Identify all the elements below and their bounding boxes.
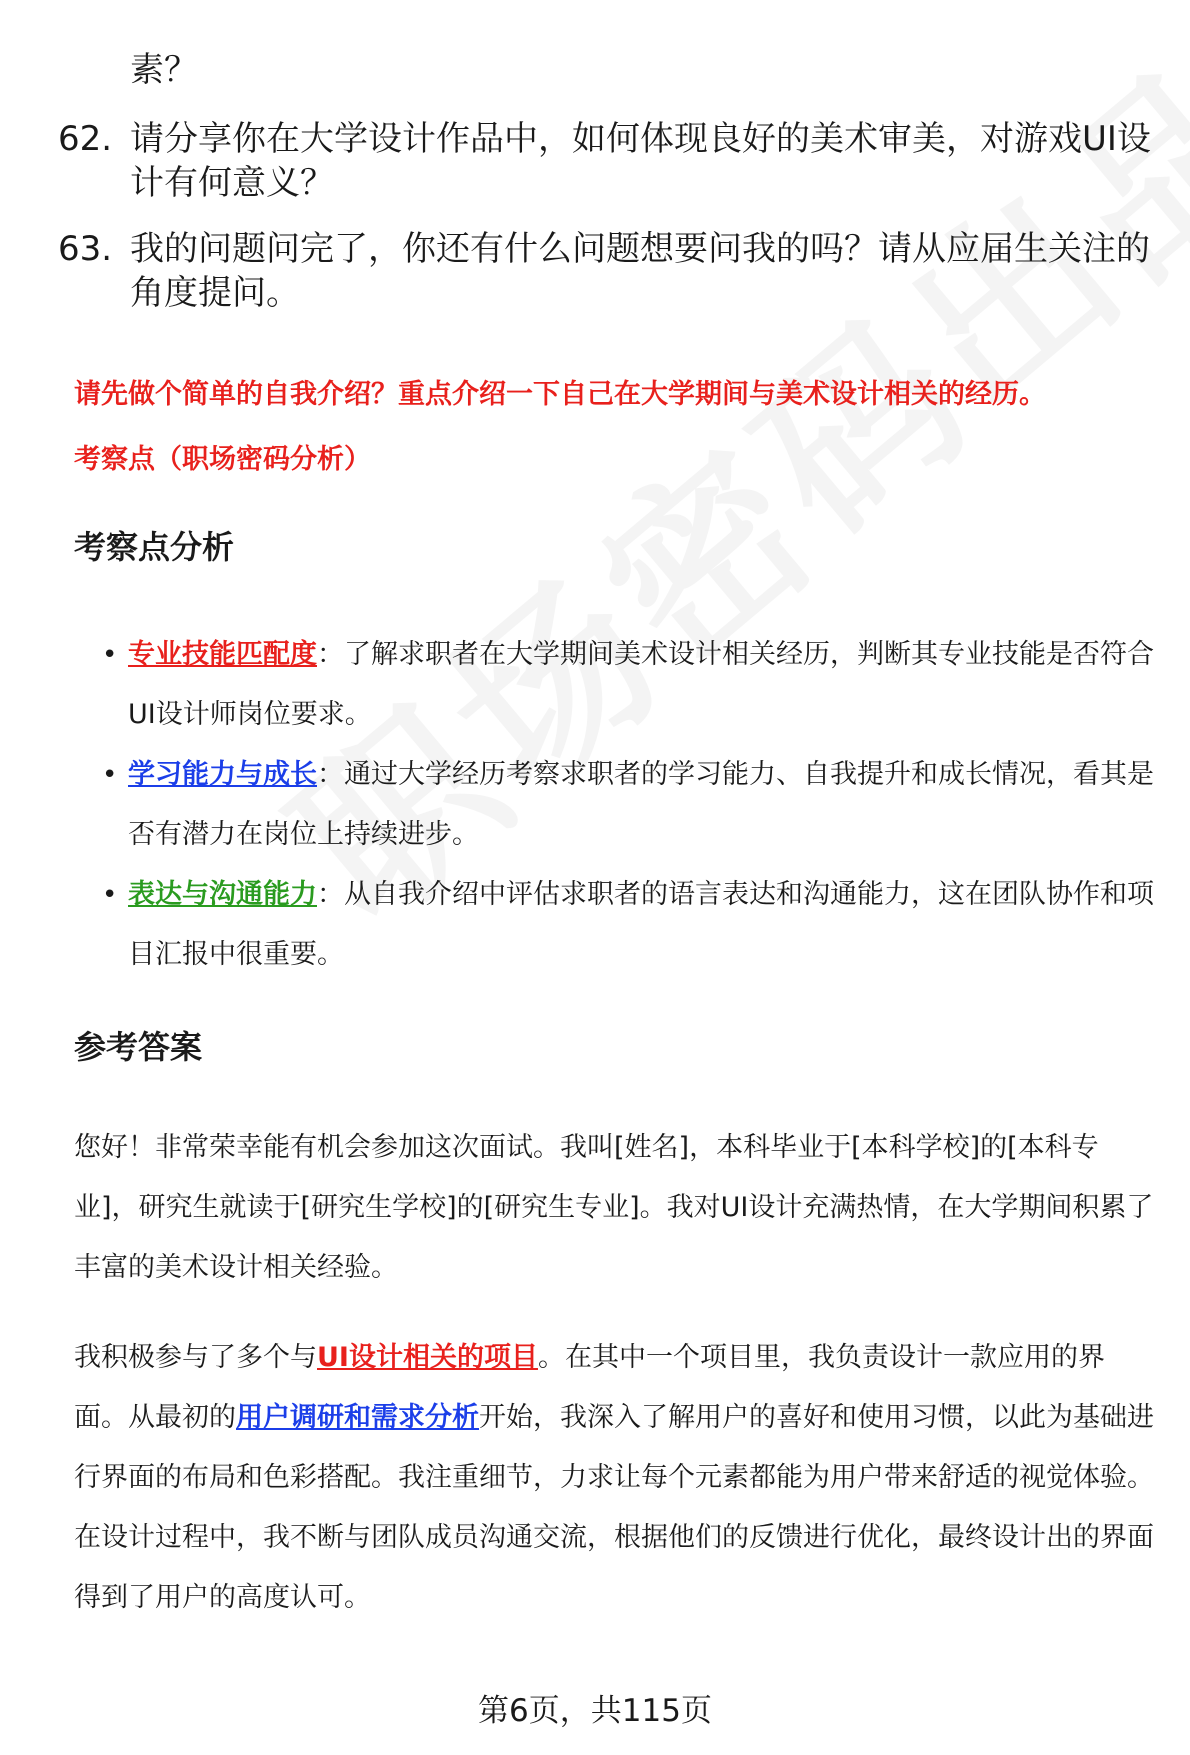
analysis-text: 通过大学经历考察求职者的学习能力、自我提升和成长情况，看其是否有潜力在岗位上持续进步。 bbox=[128, 759, 1154, 850]
question-text: 请分享你在大学设计作品中，如何体现良好的美术审美，对游戏UI设计有何意义？ bbox=[130, 119, 1151, 203]
answer-paragraph-2: 我积极参与了多个与UI设计相关的项目。在其中一个项目里，我负责设计一款应用的界面。从最初的用户调研和需求分析开始，我深入了解用户的喜好和使用习惯，以此为基础进行界面的布局和色彩搭配。我注重细节，力求让每个元素都能为用户带来舒适的视觉体验。在设计过程中，我不断与团队成员沟通交流，根据他们的反馈进行优化，最终设计出的界面得到了用户的高度认可。 bbox=[74, 1342, 1154, 1613]
analysis-keyword: 专业技能匹配度 bbox=[128, 639, 317, 670]
highlighted-question: 请先做个简单的自我介绍？重点介绍一下自己在大学期间与美术设计相关的经历。 bbox=[74, 379, 1046, 410]
analysis-heading: 考察点分析 bbox=[74, 528, 235, 566]
analysis-subtitle: 考察点（职场密码分析） bbox=[74, 444, 371, 475]
answer-paragraph-1: 您好！非常荣幸能有机会参加这次面试。我叫[姓名]，本科毕业于[本科学校]的[本科专业]，研究生就读于[研究生学校]的[研究生专业]。我对UI设计充满热情，在大学期间积累了丰富的美术设计相关经验。 bbox=[74, 1132, 1154, 1283]
previous-question-tail: 素？ bbox=[130, 50, 198, 90]
analysis-keyword: 表达与沟通能力 bbox=[128, 879, 317, 910]
analysis-point: • 专业技能匹配度：了解求职者在大学期间美术设计相关经历，判断其专业技能是否符合UI设计师岗位要求。 bbox=[102, 625, 1162, 745]
question-number: 62. bbox=[58, 119, 113, 159]
page-number: 第6页，共115页 bbox=[478, 1693, 712, 1729]
answer-keyword: 用户调研和需求分析 bbox=[236, 1402, 479, 1433]
answer-heading: 参考答案 bbox=[74, 1028, 203, 1066]
analysis-point: • 学习能力与成长：通过大学经历考察求职者的学习能力、自我提升和成长情况，看其是否有潜力在岗位上持续进步。 bbox=[102, 745, 1162, 865]
question-text: 我的问题问完了，你还有什么问题想要问我的吗？请从应届生关注的角度提问。 bbox=[130, 229, 1150, 313]
analysis-point: • 表达与沟通能力：从自我介绍中评估求职者的语言表达和沟通能力，这在团队协作和项目汇报中很重要。 bbox=[102, 865, 1162, 985]
answer-keyword: UI设计相关的项目 bbox=[317, 1342, 538, 1373]
analysis-keyword: 学习能力与成长 bbox=[128, 759, 317, 790]
analysis-text: 从自我介绍中评估求职者的语言表达和沟通能力，这在团队协作和项目汇报中很重要。 bbox=[128, 879, 1154, 970]
question-62 bbox=[58, 117, 1158, 205]
question-number: 63. bbox=[58, 229, 113, 269]
analysis-point-list bbox=[102, 625, 1162, 985]
question-63 bbox=[58, 227, 1158, 315]
analysis-text: 了解求职者在大学期间美术设计相关经历，判断其专业技能是否符合UI设计师岗位要求。 bbox=[128, 639, 1154, 730]
